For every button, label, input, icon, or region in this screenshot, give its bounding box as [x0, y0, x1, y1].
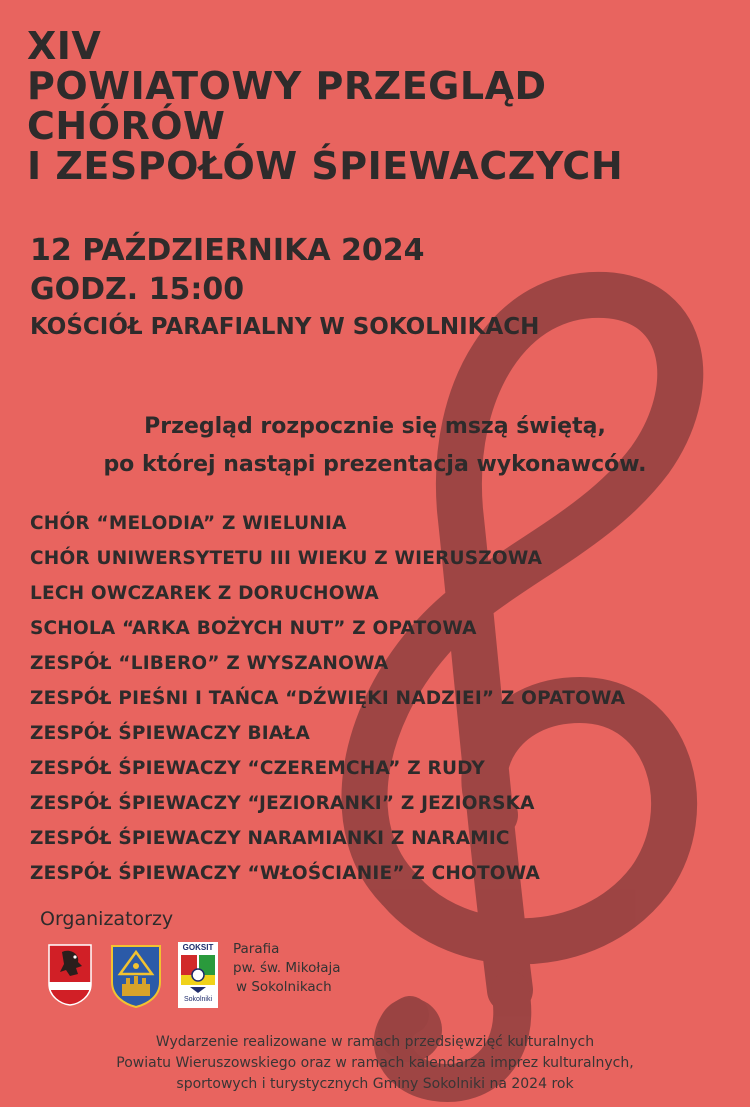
gmina-coat-of-arms-icon — [110, 944, 162, 1008]
title-line: CHÓRÓW — [27, 104, 226, 148]
performer-item: ZESPÓŁ PIEŚNI I TAŃCA “DŹWIĘKI NADZIEI” Z OPATOWA — [30, 688, 626, 709]
parish-line: pw. św. Mikołaja — [233, 960, 341, 976]
event-details — [30, 232, 539, 344]
performer-item: ZESPÓŁ “LIBERO” Z WYSZANOWA — [30, 653, 389, 674]
title-line: I ZESPOŁÓW ŚPIEWACZYCH — [27, 144, 624, 188]
footer-line: sportowych i turystycznych Gminy Sokolniki na 2024 rok — [176, 1076, 574, 1092]
goksit-logo-icon — [178, 942, 218, 1008]
performer-item: LECH OWCZAREK Z DORUCHOWA — [30, 583, 379, 604]
performer-item: ZESPÓŁ ŚPIEWACZY “CZEREMCHA” Z RUDY — [30, 758, 485, 779]
performer-item: SCHOLA “ARKA BOŻYCH NUT” Z OPATOWA — [30, 618, 477, 639]
title-line: XIV — [27, 24, 102, 68]
performer-item: CHÓR UNIWERSYTETU III WIEKU Z WIERUSZOWA — [30, 548, 543, 569]
intro-text — [0, 408, 750, 484]
parish-line: Parafia — [233, 941, 280, 957]
event-place: KOŚCIÓŁ PARAFIALNY W SOKOLNIKACH — [30, 314, 540, 340]
funding-note — [0, 1032, 750, 1095]
powiat-coat-of-arms-icon — [48, 944, 92, 1006]
performer-item: ZESPÓŁ ŚPIEWACZY “JEZIORANKI” Z JEZIORSKA — [30, 793, 535, 814]
performer-item: CHÓR “MELODIA” Z WIELUNIA — [30, 513, 347, 534]
goksit-logo-top-text: GOKSIT — [182, 943, 214, 952]
performer-item: ZESPÓŁ ŚPIEWACZY NARAMIANKI Z NARAMIC — [30, 828, 510, 849]
performers-list — [30, 506, 625, 891]
performer-item: ZESPÓŁ ŚPIEWACZY “WŁOŚCIANIE” Z CHOTOWA — [30, 863, 541, 884]
title-line: POWIATOWY PRZEGLĄD — [27, 64, 547, 108]
intro-line: po której nastąpi prezentacja wykonawców. — [103, 452, 647, 477]
footer-line: Powiatu Wieruszowskiego oraz w ramach kalendarza imprez kulturalnych, — [116, 1055, 634, 1071]
organizers-heading: Organizatorzy — [40, 908, 174, 930]
event-date: 12 PAŹDZIERNIKA 2024 — [30, 233, 425, 268]
goksit-logo-bottom-text: Sokolniki — [183, 996, 212, 1003]
parish-line: w Sokolnikach — [236, 979, 332, 995]
parish-organizer — [233, 940, 341, 997]
intro-line: Przegląd rozpocznie się mszą świętą, — [144, 414, 606, 439]
performer-item: ZESPÓŁ ŚPIEWACZY BIAŁA — [30, 723, 311, 744]
footer-line: Wydarzenie realizowane w ramach przedsięwzięć kulturalnych — [155, 1034, 595, 1050]
goksit-emblem-icon — [178, 953, 218, 995]
event-title — [27, 26, 623, 186]
event-time: GODZ. 15:00 — [30, 272, 245, 307]
